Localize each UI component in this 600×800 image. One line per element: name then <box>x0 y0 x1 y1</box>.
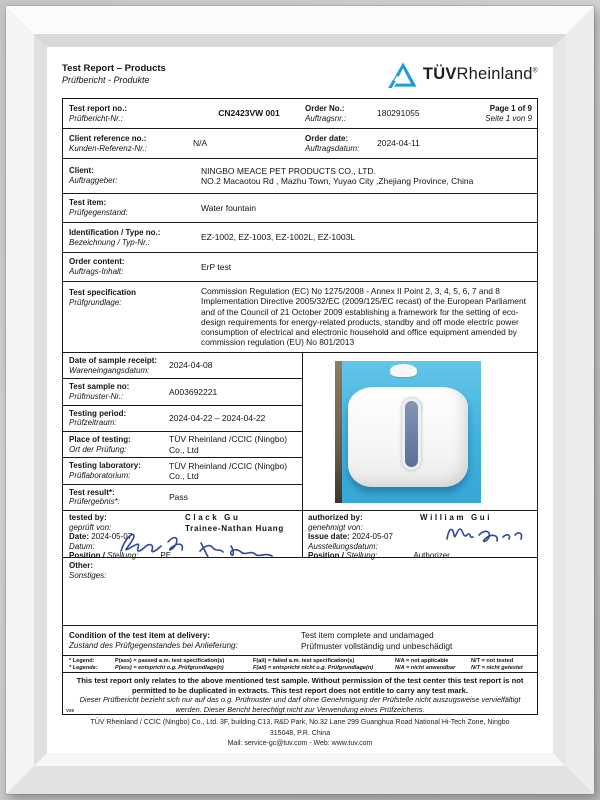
sample-photo-cell <box>303 353 537 510</box>
authorized-by-label-de: genehmigt von: <box>308 522 363 532</box>
test-spec-value: Commission Regulation (EC) No 1275/2008 - Annex II Point 2, 3, 4, 5, 6, 7 and 8 Implementation Directive 2005/32/EC (2009/125/EC recast) of the European Parliament and of the Council of 21 October 2009 establishing a framework for the setting of eco-design requirements for energy-related products, standby and off mode electric power consumption of electrical and electronic household and office equipment amended by commission regulation (EU) No 801/2013 <box>201 286 526 348</box>
document-title-de: Prüfbericht - Produkte <box>62 74 150 85</box>
authorized-position-value: Authorizer <box>413 551 450 561</box>
identification-label: Identification / Type no.: Bezeichnung / Typ-Nr.: <box>69 227 161 247</box>
row-report-no <box>63 99 537 129</box>
issue-date-line: Issue date: 2024-05-07 <box>308 532 393 542</box>
row-test-item <box>63 194 537 223</box>
order-content-label: Order content: Auftrags-Inhalt: <box>69 257 125 276</box>
authorized-position-line: Position / Stellung: Authorizer <box>308 551 450 561</box>
tested-position-value: PE <box>160 551 172 561</box>
tested-by-label-de: geprüft von: <box>69 522 112 532</box>
sample-photo <box>335 361 481 503</box>
client-label: Client: Auftraggeber: <box>69 166 118 185</box>
row-signatures <box>63 511 537 561</box>
sample-receipt-label: Date of sample receipt: Wareneingangsdatum: <box>69 355 158 375</box>
order-content-value: ErP test <box>201 261 232 272</box>
row-sample-info <box>63 353 537 511</box>
document-header <box>62 63 538 98</box>
testing-period-label: Testing period: Prüfzeitraum: <box>69 408 127 428</box>
tested-by-label: tested by: <box>69 513 107 522</box>
testing-laboratory-label: Testing laboratory: Prüflaboratorium: <box>69 461 141 480</box>
tester-names <box>185 513 284 535</box>
sample-no-value: A003692221 <box>169 386 218 397</box>
form-version: V05 <box>66 707 75 713</box>
tested-date-line: Date: 2024-05-07 <box>69 532 133 542</box>
row-other <box>63 558 537 626</box>
footer-contact-line: Mail: service-gc@tuv.com - Web: www.tuv.com <box>227 740 373 747</box>
logo-wordmark <box>423 64 538 84</box>
document-title: Test Report – Products <box>62 63 166 74</box>
logo-rheinland-text: Rheinland <box>456 65 533 84</box>
registered-mark: ® <box>532 67 538 75</box>
row-client-ref <box>63 129 537 159</box>
fountain-body <box>348 387 468 487</box>
statement <box>63 673 537 714</box>
client-ref-label: Client reference no.: Kunden-Referenz-Nr.: <box>69 133 147 153</box>
fountain-cap <box>390 364 417 377</box>
test-item-value: Water fountain <box>201 202 256 213</box>
row-condition <box>63 626 537 656</box>
document-titles <box>62 63 166 86</box>
report-no-label: Test report no.: Prüfbericht-Nr.: <box>69 103 128 123</box>
row-order-content <box>63 253 537 282</box>
tested-date-label-de: Datum: <box>69 541 95 551</box>
place-of-testing-label: Place of testing: Ort der Prüfung: <box>69 434 131 454</box>
sample-info-rows <box>63 353 303 510</box>
authorized-by-block <box>303 511 537 561</box>
authorized-by-label: authorized by: <box>308 513 363 522</box>
page-indicator: Page 1 of 9 Seite 1 von 9 <box>485 103 532 123</box>
sample-receipt-value: 2024-04-08 <box>169 360 213 371</box>
tester-name-2: Trainee-Nathan Huang <box>185 523 284 533</box>
fountain-water-window <box>405 401 418 467</box>
identification-value: EZ-1002, EZ-1003, EZ-1002L, EZ-1003L <box>201 232 356 243</box>
sample-no-label: Test sample no: Prüfmuster-Nr.: <box>69 382 130 401</box>
row-statement <box>63 673 537 714</box>
tested-position-line: Position / Stellung: PE <box>69 551 172 561</box>
tester-name-1: Clack Gu <box>185 513 241 522</box>
frame-bevel <box>34 34 566 766</box>
client-value: NINGBO MEACE PET PRODUCTS CO., LTD. NO.2 Macaotou Rd , Mazhu Town, Yuyao City ,Zhejiang Province, China <box>201 165 474 186</box>
tuv-rheinland-logo <box>388 61 538 88</box>
order-date-value: 2024-04-11 <box>377 138 420 149</box>
report-table <box>62 98 538 715</box>
document-footer <box>47 718 553 750</box>
testing-period-value: 2024-04-22 – 2024-04-22 <box>169 413 266 424</box>
row-legend <box>63 656 537 673</box>
client-ref-value: N/A <box>193 138 208 149</box>
test-result-row <box>63 485 302 510</box>
row-test-specification <box>63 282 537 353</box>
testing-period-row <box>63 406 302 432</box>
tested-by-block <box>63 511 303 561</box>
photo-wall-edge <box>335 361 342 503</box>
tuv-triangle-icon <box>388 61 418 88</box>
row-client <box>63 159 537 194</box>
test-result-value: Pass <box>169 492 188 503</box>
place-of-testing-value: TÜV Rheinland /CCIC (Ningbo) Co., Ltd <box>169 434 288 455</box>
testing-laboratory-value: TÜV Rheinland /CCIC (Ningbo) Co., Ltd <box>169 460 288 481</box>
logo-tuv-text: TÜV <box>422 65 457 84</box>
order-no-label: Order No.: Auftragsnr.: <box>305 103 347 123</box>
other-label: Other: Sonstiges: <box>69 561 107 580</box>
issue-date-label-de: Ausstellungsdatum: <box>308 541 378 551</box>
statement-en: This test report only relates to the above mentioned test sample. Without permission of the test center this test report is not permitted to be duplicated in extracts. This test report does not entitle to carry any test mark. <box>76 676 524 695</box>
test-item-label: Test item: Prüfgegenstand: <box>69 198 128 217</box>
footer-address-line1: TÜV Rheinland / CCIC (Ningbo) Co., Ltd. 3F, building C13, R&D Park, No.32 Lane 299 Guanghua Road National Hi-Tech Zone, Ningbo <box>90 719 510 726</box>
authorizer-name: William Gui <box>420 513 493 522</box>
order-no-value: 180291055 <box>377 108 420 119</box>
footer-address-line2: 315048, P.R. China <box>269 729 331 737</box>
condition-value: Test item complete and undamaged Prüfmuster vollständig und unbeschädigt <box>301 630 453 651</box>
place-of-testing-row <box>63 432 302 458</box>
report-no-value: CN2423VW 001 <box>218 108 280 119</box>
row-identification <box>63 223 537 253</box>
sample-no-row <box>63 379 302 405</box>
legend-line-de: * Legende: P(ass) = entspricht o.g. Prüfgrundlage(n) F(ail) = entspricht nicht o.g. Prüfgrundlage(n) N/A = nicht anwendbar N/T = nicht getestet <box>69 665 523 672</box>
testing-laboratory-row <box>63 458 302 484</box>
picture-frame <box>6 6 594 794</box>
statement-de: Dieser Prüfbericht bezieht sich nur auf das o.g. Prüfmuster und darf ohne Genehmigung der Prüfstelle nicht auszugsweise vervielfältigt werden. Dieser Bericht berechtigt nicht zur Verwendung eines Prüfzeichens. <box>79 695 521 714</box>
legend-line-en: * Legend: P(ass) = passed a.m. test specification(s) F(ail) = failed a.m. test specification(s) N/A = not applicable N/T = not tested <box>69 658 514 664</box>
test-spec-label: Test specification Prüfgrundlage: <box>69 288 136 307</box>
sample-receipt-row <box>63 353 302 379</box>
test-result-label: Test result*: Prüfergebnis*: <box>69 487 120 507</box>
condition-label: Condition of the test item at delivery: Zustand des Prüfgegenstandes bei Anlieferung: <box>69 630 238 650</box>
test-report-document <box>47 47 553 753</box>
legend <box>63 656 537 672</box>
order-date-label: Order date: Auftragsdatum: <box>305 133 360 153</box>
